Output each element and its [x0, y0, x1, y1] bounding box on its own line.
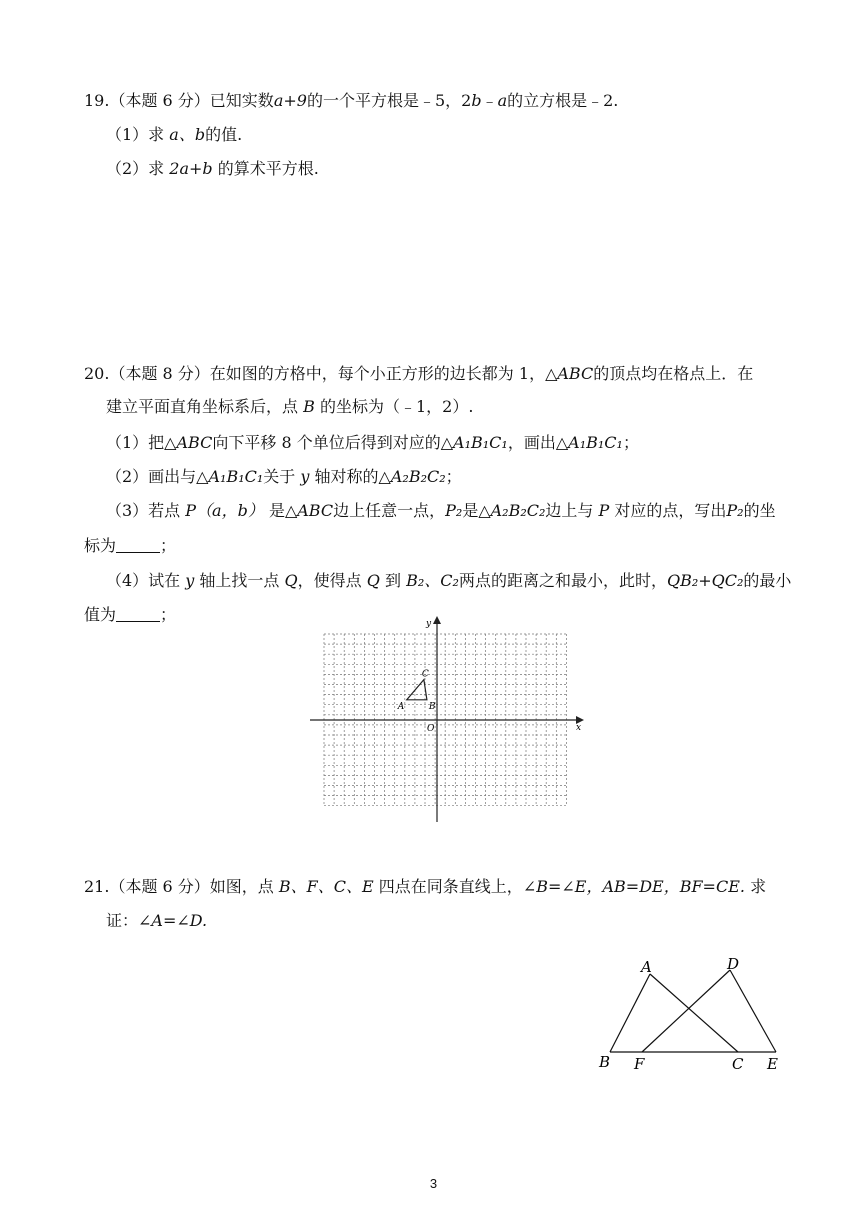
segment-df [642, 970, 730, 1052]
q20-part4-line2: 值为 ； [84, 605, 177, 624]
page-number: 3 [429, 1176, 438, 1191]
label-a: A [397, 701, 405, 712]
label-b: B [599, 1053, 611, 1071]
label-b: B [428, 701, 436, 712]
q19-part1: （1）求 a、b的值. [106, 125, 243, 144]
segment-ab [610, 974, 650, 1052]
q20-part1: （1）把△ABC向下平移 8 个单位后得到对应的△A₁B₁C₁，画出△A₁B₁C₁； [106, 433, 639, 452]
q20-part2: （2）画出与△A₁B₁C₁关于 y 轴对称的△A₂B₂C₂； [106, 467, 462, 486]
label-x: x [576, 723, 582, 733]
answer-blank[interactable] [116, 607, 160, 622]
q19-stem: 19.（本题 6 分）已知实数a+9的一个平方根是﹣5，2b﹣a的立方根是﹣2. [84, 91, 619, 110]
label-c: C [421, 669, 429, 680]
q20-stem-line2: 建立平面直角坐标系后，点 B 的坐标为（﹣1，2）. [106, 397, 474, 416]
label-origin: O [427, 724, 435, 734]
q20-part3-line2: 标为 ； [84, 536, 177, 555]
label-c: C [732, 1055, 744, 1073]
segment-ac [650, 974, 738, 1052]
q21-stem-line1: 21.（本题 6 分）如图，点 B、F、C、E 四点在同条直线上，∠B=∠E，AB=DE，BF=CE. 求 [84, 877, 767, 896]
label-f: F [634, 1055, 645, 1073]
label-a: A [641, 958, 652, 976]
q19-part2: （2）求 2a+b 的算术平方根. [106, 159, 319, 178]
triangle-abc [407, 680, 427, 700]
triangle-congruence-figure [590, 952, 790, 1078]
label-e: E [767, 1055, 778, 1073]
label-d: D [727, 955, 740, 973]
segment-de [730, 970, 776, 1052]
q20-stem-line1: 20.（本题 8 分）在如图的方格中，每个小正方形的边长都为 1，△ABC的顶点均在格点上．在 [84, 364, 754, 383]
y-axis-arrow [433, 616, 441, 624]
q20-part3: （3）若点 P（a，b） 是△ABC边上任意一点，P₂是△A₂B₂C₂边上与 P 对应的点，写出P₂的坐 [106, 501, 776, 520]
q20-part4: （4）试在 y 轴上找一点 Q，使得点 Q 到 B₂、C₂两点的距离之和最小，此时，QB₂+QC₂的最小 [106, 571, 792, 590]
answer-blank[interactable] [116, 538, 160, 553]
q21-stem-line2: 证：∠A=∠D. [106, 911, 208, 930]
label-y: y [426, 619, 432, 629]
coordinate-grid-figure [300, 612, 590, 832]
